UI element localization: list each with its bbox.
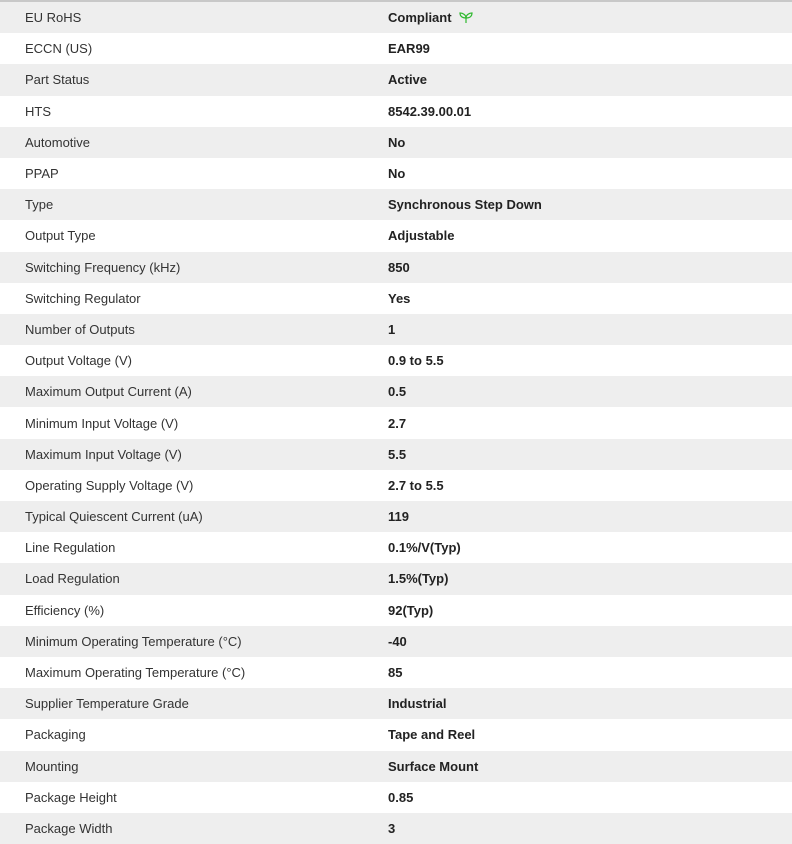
spec-label: Operating Supply Voltage (V) xyxy=(25,477,194,493)
spec-value: 2.7 to 5.5 xyxy=(388,477,444,493)
spec-row-package-width xyxy=(0,813,792,844)
spec-value: 92(Typ) xyxy=(388,602,434,618)
spec-value: 1 xyxy=(388,321,396,337)
spec-label: Load Regulation xyxy=(25,571,120,587)
spec-row-ppap xyxy=(0,158,792,189)
spec-value: Active xyxy=(388,72,428,88)
spec-row-min-input-voltage xyxy=(0,407,792,438)
spec-label: Mounting xyxy=(25,758,79,774)
spec-label: Efficiency (%) xyxy=(25,602,105,618)
spec-value: 0.9 to 5.5 xyxy=(388,353,444,369)
spec-value: 119 xyxy=(388,509,409,525)
spec-row-packaging xyxy=(0,719,792,750)
spec-value: 2.7 xyxy=(388,415,407,431)
spec-label: Number of Outputs xyxy=(25,321,135,337)
spec-label: ECCN (US) xyxy=(25,41,93,57)
spec-value: 1.5%(Typ) xyxy=(388,571,449,587)
spec-row-max-input-voltage xyxy=(0,439,792,470)
spec-label: Switching Frequency (kHz) xyxy=(25,259,181,275)
spec-value: Industrial xyxy=(388,696,447,712)
spec-row-hts xyxy=(0,96,792,127)
spec-value: 85 xyxy=(388,665,403,681)
spec-label: Typical Quiescent Current (uA) xyxy=(25,509,203,525)
spec-label: PPAP xyxy=(25,166,59,182)
spec-value: 0.5 xyxy=(388,384,407,400)
spec-row-temperature-grade xyxy=(0,688,792,719)
leaf-icon xyxy=(459,12,473,24)
spec-label: Automotive xyxy=(25,134,91,150)
spec-row-min-operating-temp xyxy=(0,626,792,657)
spec-row-mounting xyxy=(0,751,792,782)
spec-label: Line Regulation xyxy=(25,540,116,556)
spec-label: Output Type xyxy=(25,228,96,244)
spec-row-quiescent-current xyxy=(0,501,792,532)
spec-label: Part Status xyxy=(25,72,90,88)
spec-value-wrap xyxy=(388,10,473,25)
spec-value: 0.1%/V(Typ) xyxy=(388,540,461,556)
spec-value: 850 xyxy=(388,259,410,275)
spec-value: No xyxy=(388,166,406,182)
spec-row-type xyxy=(0,189,792,220)
spec-label: Type xyxy=(25,197,54,213)
spec-label: Maximum Output Current (A) xyxy=(25,384,192,400)
spec-value: 5.5 xyxy=(388,446,407,462)
spec-label: Output Voltage (V) xyxy=(25,353,132,369)
spec-label: Supplier Temperature Grade xyxy=(25,696,189,712)
spec-row-load-regulation xyxy=(0,563,792,594)
spec-value: 8542.39.00.01 xyxy=(388,103,472,119)
spec-label: Maximum Input Voltage (V) xyxy=(25,446,182,462)
spec-row-max-operating-temp xyxy=(0,657,792,688)
spec-row-max-output-current xyxy=(0,376,792,407)
spec-row-line-regulation xyxy=(0,532,792,563)
spec-row-switching-regulator xyxy=(0,283,792,314)
spec-value: Adjustable xyxy=(388,228,455,244)
spec-value: Tape and Reel xyxy=(388,727,476,743)
spec-label: Package Height xyxy=(25,789,117,805)
spec-value: 3 xyxy=(388,820,396,836)
spec-row-eu-rohs xyxy=(0,2,792,33)
spec-value: EAR99 xyxy=(388,41,430,57)
spec-value: Compliant xyxy=(388,10,452,26)
spec-row-output-voltage xyxy=(0,345,792,376)
spec-row-operating-supply-voltage xyxy=(0,470,792,501)
spec-value: 0.85 xyxy=(388,789,414,805)
spec-row-number-of-outputs xyxy=(0,314,792,345)
spec-label: Package Width xyxy=(25,820,113,836)
spec-row-output-type xyxy=(0,220,792,251)
spec-value: No xyxy=(388,134,406,150)
spec-label: Minimum Operating Temperature (°C) xyxy=(25,633,242,649)
spec-label: Packaging xyxy=(25,727,86,743)
spec-value: Synchronous Step Down xyxy=(388,197,542,213)
spec-label: Switching Regulator xyxy=(25,290,141,306)
spec-row-automotive xyxy=(0,127,792,158)
spec-row-efficiency xyxy=(0,595,792,626)
spec-label: EU RoHS xyxy=(25,10,82,26)
spec-value: Surface Mount xyxy=(388,758,479,774)
spec-label: Minimum Input Voltage (V) xyxy=(25,415,179,431)
spec-row-package-height xyxy=(0,782,792,813)
spec-row-part-status xyxy=(0,64,792,95)
spec-row-eccn xyxy=(0,33,792,64)
spec-row-switching-frequency xyxy=(0,252,792,283)
spec-label: HTS xyxy=(25,103,51,119)
spec-value: Yes xyxy=(388,290,411,306)
spec-label: Maximum Operating Temperature (°C) xyxy=(25,665,246,681)
spec-value: -40 xyxy=(388,633,407,649)
